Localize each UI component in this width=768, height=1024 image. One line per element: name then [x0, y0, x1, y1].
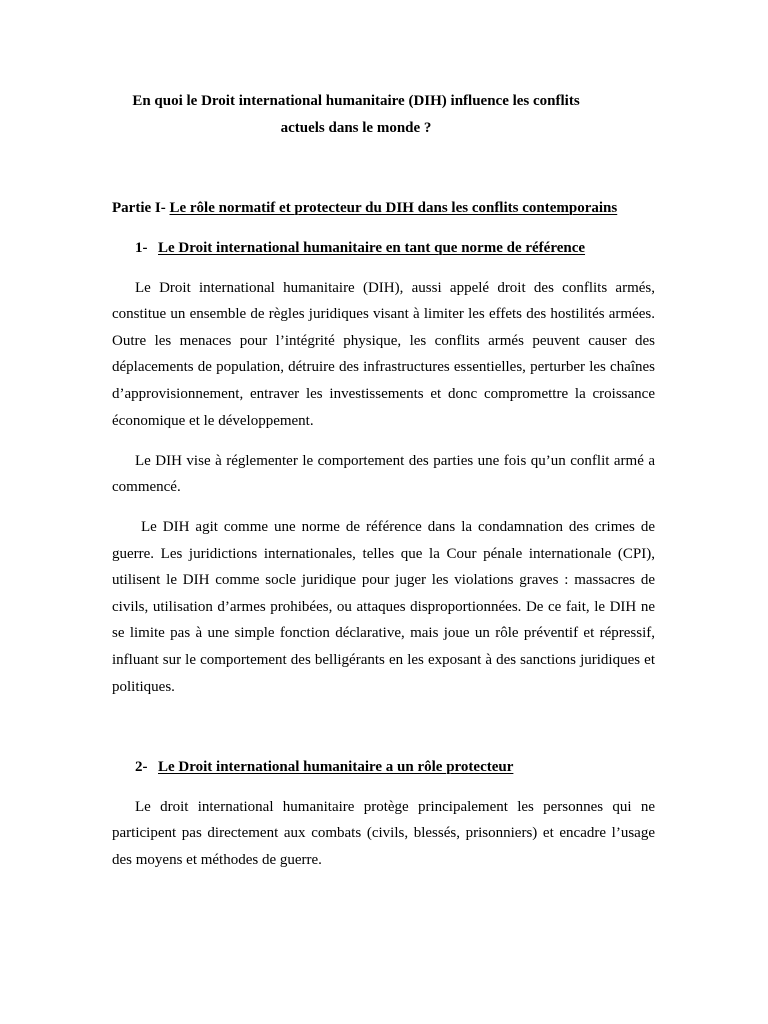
- part-title: Le rôle normatif et protecteur du DIH dans les conflits contemporains: [169, 199, 618, 216]
- title-line: actuels dans le monde ?: [280, 119, 432, 136]
- paragraph-line: Le Droit international humanitaire (DIH), aussi appelé droit des conflits armés,: [135, 279, 655, 296]
- section-heading: [112, 235, 655, 262]
- paragraph-line: utilisent le DIH comme socle juridique pour juger les violations graves : massacres de: [112, 572, 655, 589]
- section-number: 2-: [135, 758, 148, 775]
- paragraph-line: civils, utilisation d’armes prohibées, ou attaques disproportionnées. De ce fait, le DIH ne: [112, 598, 655, 615]
- paragraph-line: commencé.: [112, 479, 181, 496]
- paragraph-line: Le DIH agit comme une norme de référence dans la condamnation des crimes de: [141, 519, 655, 536]
- paragraph-line: Outre les menaces pour l’intégrité physique, les conflits armés peuvent causer des: [112, 332, 655, 349]
- section-title: Le Droit international humanitaire a un rôle protecteur: [158, 758, 514, 775]
- part-heading: [112, 195, 655, 222]
- paragraph: [112, 514, 655, 700]
- paragraph-line: participent pas directement aux combats (civils, blessés, prisonniers) et encadre l’usage: [112, 825, 655, 842]
- paragraph-line: guerre. Les juridictions internationales, telles que la Cour pénale internationale (CPI),: [112, 545, 655, 562]
- paragraph-line: influant sur le comportement des belligérants en les exposant à des sanctions juridiques et: [112, 652, 655, 669]
- paragraph-line: d’approvisionnement, entraver les investissements et donc compromettre la croissance: [112, 385, 655, 402]
- document-title: [112, 88, 600, 141]
- paragraph-line: économique et le développement.: [112, 412, 314, 429]
- part-prefix: Partie I-: [112, 199, 166, 216]
- paragraph-line: des moyens et méthodes de guerre.: [112, 851, 322, 868]
- paragraph: [112, 794, 655, 874]
- paragraph-line: Le droit international humanitaire protège principalement les personnes qui ne: [135, 798, 655, 815]
- document-body: [112, 88, 655, 887]
- paragraph: [112, 275, 655, 435]
- paragraph: [112, 448, 655, 501]
- paragraph-line: Le DIH vise à réglementer le comportement des parties une fois qu’un conflit armé a: [135, 452, 655, 469]
- paragraph-line: politiques.: [112, 678, 175, 695]
- section-heading: [112, 754, 655, 781]
- paragraph-line: constitue un ensemble de règles juridiques visant à limiter les effets des hostilités armées.: [112, 306, 655, 323]
- section-number: 1-: [135, 239, 148, 256]
- paragraph-line: se limite pas à une simple fonction déclarative, mais joue un rôle préventif et répressif,: [112, 625, 655, 642]
- section-title: Le Droit international humanitaire en tant que norme de référence: [158, 239, 586, 256]
- title-line: En quoi le Droit international humanitaire (DIH) influence les conflits: [132, 93, 580, 109]
- paragraph-line: déplacements de population, détruire des infrastructures essentielles, perturber les chaînes: [112, 359, 655, 376]
